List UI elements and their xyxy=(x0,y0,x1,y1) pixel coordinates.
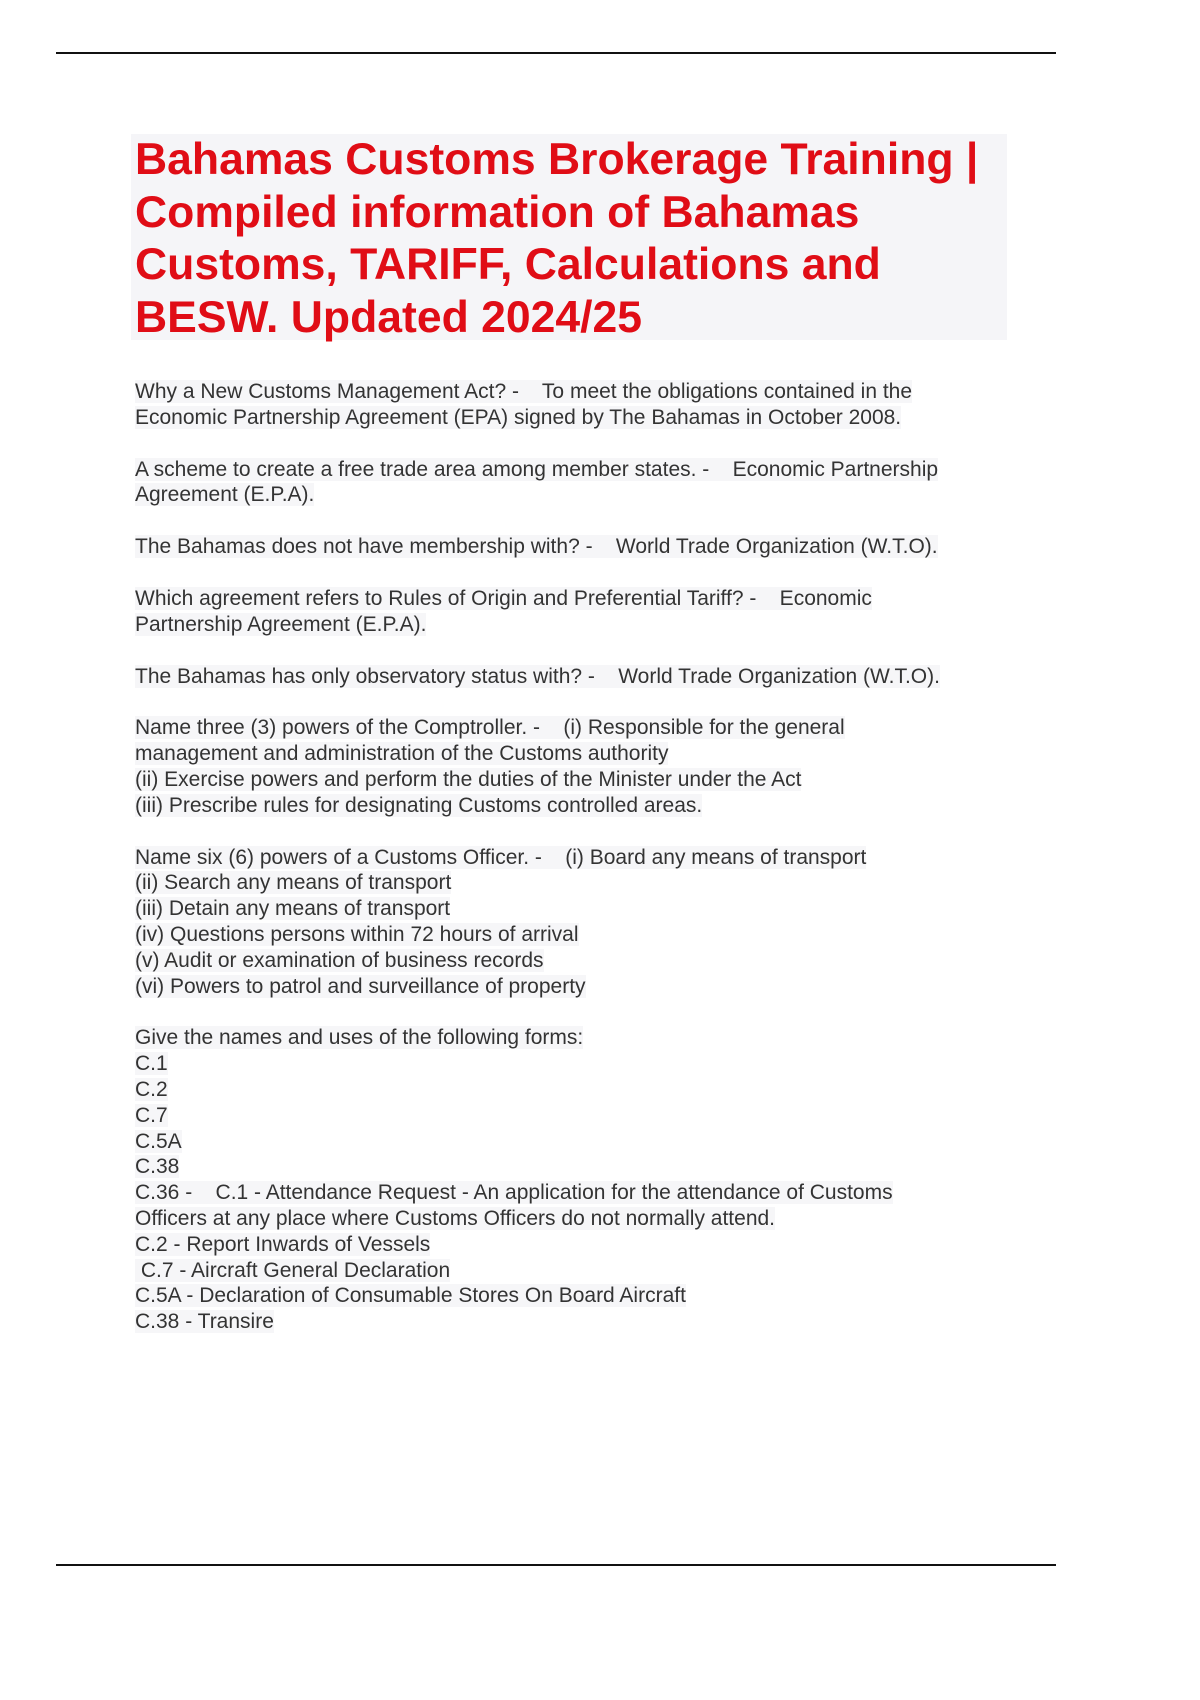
text-line-content: C.1 xyxy=(135,1052,168,1076)
qa-paragraph xyxy=(135,457,1015,509)
text-line xyxy=(135,741,1015,767)
text-line xyxy=(135,948,1015,974)
text-line-content: C.5A xyxy=(135,1129,182,1153)
text-line-content: The Bahamas has only observatory status with? - World Trade Organization (W.T.O). xyxy=(135,664,940,688)
text-line xyxy=(135,896,1015,922)
text-line xyxy=(135,534,1015,560)
text-line-content: Partnership Agreement (E.P.A). xyxy=(135,612,427,636)
text-line xyxy=(135,715,1015,741)
text-line xyxy=(135,1258,1015,1284)
text-line xyxy=(135,664,1015,690)
text-line xyxy=(135,1180,1015,1206)
text-line-content: Officers at any place where Customs Officers do not normally attend. xyxy=(135,1206,776,1230)
qa-paragraph xyxy=(135,845,1015,1000)
text-line-content: Economic Partnership Agreement (EPA) signed by The Bahamas in October 2008. xyxy=(135,405,902,429)
text-line-content: C.38 - Transire xyxy=(135,1310,274,1334)
text-line xyxy=(135,1232,1015,1258)
text-line-content: (vi) Powers to patrol and surveillance of property xyxy=(135,974,586,998)
text-line-content: Name three (3) powers of the Comptroller. - (i) Responsible for the general xyxy=(135,716,845,740)
title-line: Customs, TARIFF, Calculations and xyxy=(135,240,881,289)
title-line: BESW. Updated 2024/25 xyxy=(135,292,642,342)
text-line-content: Why a New Customs Management Act? - To meet the obligations contained in the xyxy=(135,380,913,403)
text-line-content: (iii) Prescribe rules for designating Customs controlled areas. xyxy=(135,793,703,817)
text-line xyxy=(135,457,1015,483)
qa-paragraph xyxy=(135,1025,1015,1335)
text-line xyxy=(135,586,1015,612)
text-line-content: C.7 - Aircraft General Declaration xyxy=(135,1258,451,1282)
text-line-content: Name six (6) powers of a Customs Officer. - (i) Board any means of transport xyxy=(135,845,867,869)
text-line xyxy=(135,974,1015,1000)
text-line xyxy=(135,793,1015,819)
text-line-content: C.2 - Report Inwards of Vessels xyxy=(135,1232,431,1256)
text-line-content: (iv) Questions persons within 72 hours of arrival xyxy=(135,922,579,946)
text-line xyxy=(135,405,1015,431)
text-line-content: C.5A - Declaration of Consumable Stores On Board Aircraft xyxy=(135,1284,686,1308)
document-body xyxy=(135,379,1015,1361)
text-line xyxy=(135,1103,1015,1129)
title-line: Compiled information of Bahamas xyxy=(135,187,860,237)
text-line-content: C.36 - C.1 - Attendance Request - An application for the attendance of Customs xyxy=(135,1181,893,1205)
text-line-content: Agreement (E.P.A). xyxy=(135,483,315,507)
text-line-content: (ii) Search any means of transport xyxy=(135,871,452,895)
text-line-content: Give the names and uses of the following forms: xyxy=(135,1026,584,1050)
text-line xyxy=(135,1051,1015,1077)
qa-paragraph xyxy=(135,715,1015,818)
qa-paragraph xyxy=(135,664,1015,690)
document-title xyxy=(135,134,1005,344)
qa-paragraph xyxy=(135,534,1015,560)
text-line-content: management and administration of the Customs authority xyxy=(135,742,669,766)
qa-paragraph xyxy=(135,586,1015,638)
text-line xyxy=(135,612,1015,638)
top-rule xyxy=(56,52,1056,54)
text-line xyxy=(135,845,1015,871)
text-line-content: C.38 xyxy=(135,1155,180,1179)
text-line xyxy=(135,482,1015,508)
text-line xyxy=(135,1309,1015,1335)
qa-paragraph xyxy=(135,379,1015,431)
text-line xyxy=(135,379,1015,405)
text-line xyxy=(135,1283,1015,1309)
text-line-content: Which agreement refers to Rules of Origin and Preferential Tariff? - Economic xyxy=(135,586,872,610)
text-line xyxy=(135,767,1015,793)
text-line xyxy=(135,1206,1015,1232)
text-line-content: C.7 xyxy=(135,1103,168,1127)
text-line xyxy=(135,922,1015,948)
bottom-rule xyxy=(56,1564,1056,1566)
text-line xyxy=(135,1129,1015,1155)
text-line-content: (iii) Detain any means of transport xyxy=(135,897,451,921)
text-line-content: (v) Audit or examination of business records xyxy=(135,948,544,972)
text-line-content: A scheme to create a free trade area among member states. - Economic Partnership xyxy=(135,457,939,481)
text-line-content: C.2 xyxy=(135,1077,168,1101)
title-line: Bahamas Customs Brokerage Training | xyxy=(135,135,979,184)
text-line xyxy=(135,870,1015,896)
text-line-content: (ii) Exercise powers and perform the duties of the Minister under the Act xyxy=(135,767,802,791)
text-line xyxy=(135,1025,1015,1051)
text-line xyxy=(135,1077,1015,1103)
text-line-content: The Bahamas does not have membership with? - World Trade Organization (W.T.O). xyxy=(135,535,938,559)
text-line xyxy=(135,1154,1015,1180)
